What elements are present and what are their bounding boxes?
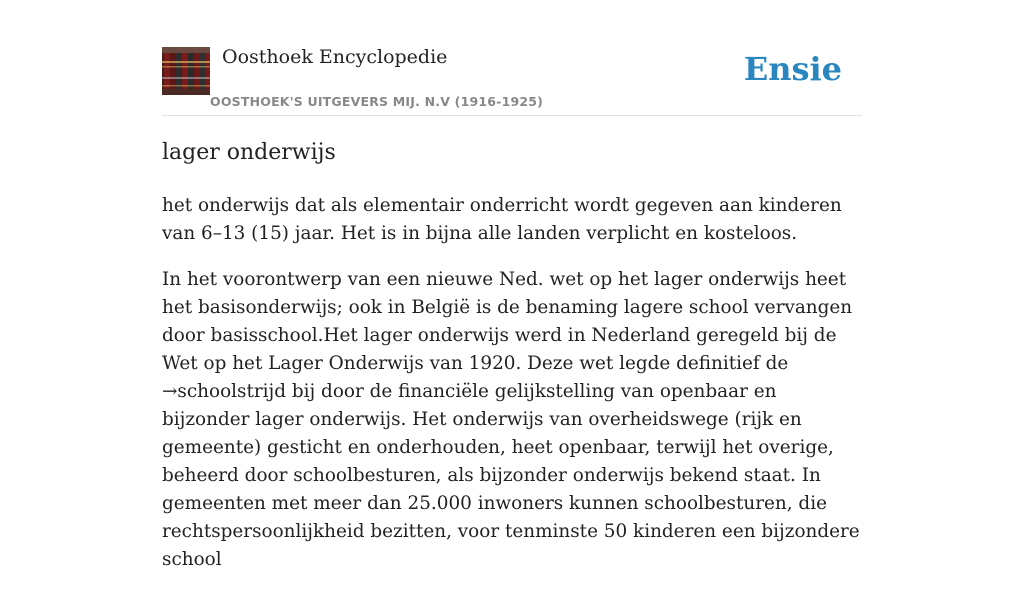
source-avatar[interactable] (162, 47, 210, 95)
ensie-logo-link[interactable]: Ensie (743, 50, 842, 88)
source-name[interactable]: Oosthoek Encyclopedie (222, 46, 448, 68)
article-title: lager onderwijs (162, 140, 336, 165)
article-body (162, 192, 862, 592)
encyclopedia-books-icon (162, 47, 210, 95)
source-header (162, 40, 862, 116)
publisher-label: OOSTHOEK'S UITGEVERS MIJ. N.V (1916-1925) (210, 94, 544, 109)
article-paragraph: In het voorontwerp van een nieuwe Ned. wet op het lager onderwijs heet het basisonderwijs; ook in België is de benaming lagere school vervangen door basisschool.Het lager onderwijs werd in Nederland geregeld bij de Wet op het Lager Onderwijs van 1920. Deze wet legde definitief de →schoolstrijd bij door de financiële gelijkstelling van openbaar en bijzonder lager onderwijs. Het onderwijs van overheidswege (rijk en gemeente) gesticht en onderhouden, heet openbaar, terwijl het overige, beheerd door schoolbesturen, als bijzonder onderwijs bekend staat. In gemeenten met meer dan 25.000 inwoners kunnen schoolbesturen, die rechtspersoonlijkheid bezitten, voor tenminste 50 kinderen een bijzondere school (162, 269, 860, 570)
article-paragraph: het onderwijs dat als elementair onderricht wordt gegeven aan kinderen van 6–13 (15) jaar. Het is in bijna alle landen verplicht en kosteloos. (162, 195, 842, 244)
